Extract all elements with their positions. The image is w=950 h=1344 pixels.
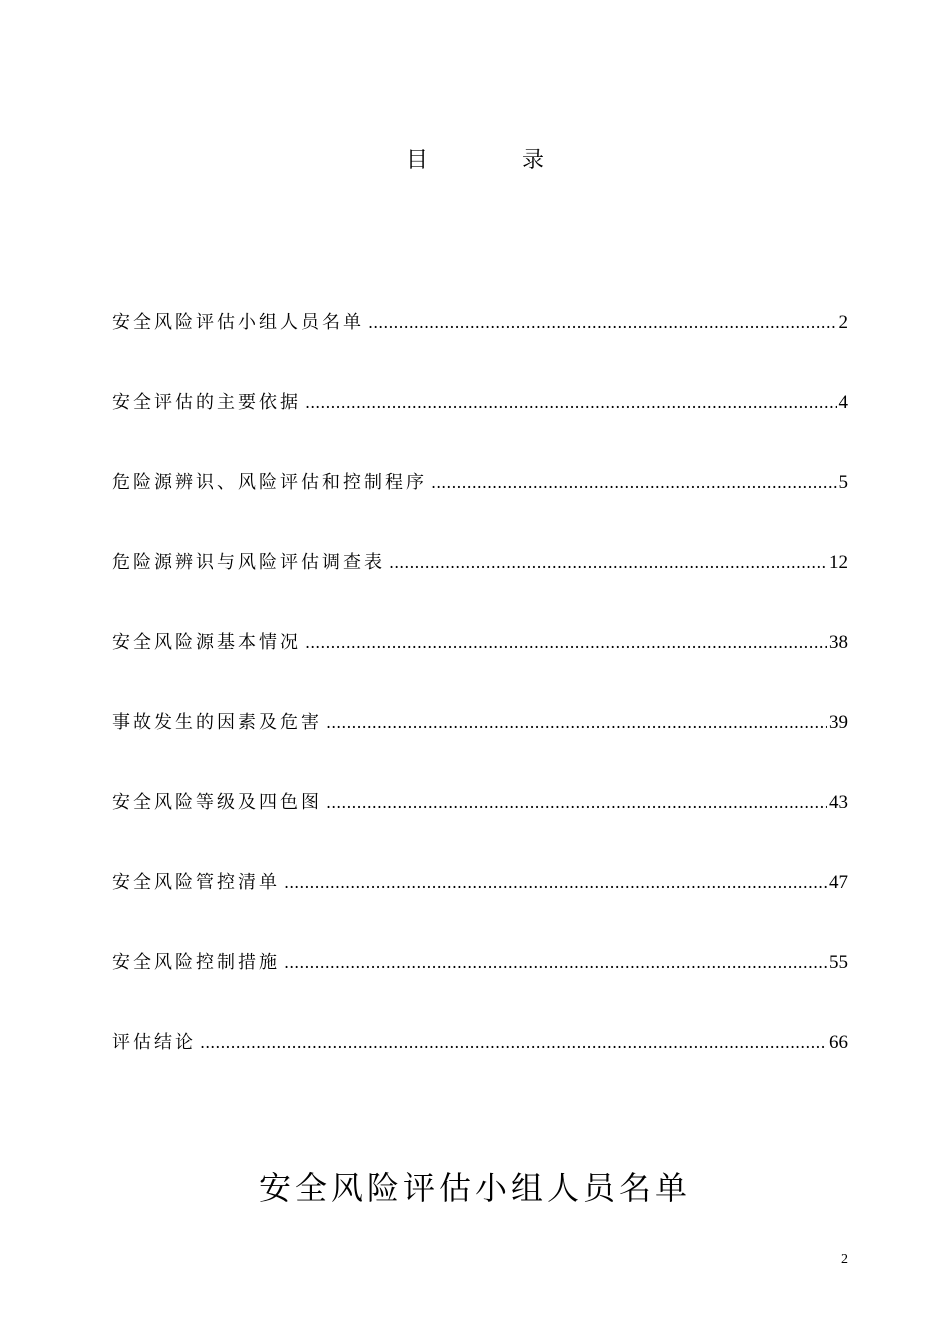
toc-entry[interactable] [112,705,848,785]
toc-entry-page: 5 [838,472,848,493]
toc-entry-page: 4 [838,392,848,413]
toc-entry-label: 危险源辨识、风险评估和控制程序 [112,472,427,493]
toc-leader-dots [200,1025,827,1061]
toc-leader-dots [326,785,827,821]
toc-leader-dots [389,545,827,581]
toc-entry[interactable] [112,385,848,465]
toc-entry-page: 55 [829,952,848,973]
toc-list [112,305,848,1105]
toc-entry-label: 安全风险等级及四色图 [112,792,322,813]
toc-entry[interactable] [112,1025,848,1105]
toc-entry-label: 安全风险管控清单 [112,872,280,893]
toc-entry[interactable] [112,865,848,945]
toc-entry-page: 43 [829,792,848,813]
page-number: 2 [841,1252,848,1267]
toc-leader-dots [284,945,827,981]
toc-entry-label: 安全风险控制措施 [112,952,280,973]
toc-entry-label: 评估结论 [112,1032,196,1053]
toc-leader-dots [305,385,837,421]
toc-entry-label: 危险源辨识与风险评估调查表 [112,552,385,573]
toc-entry-page: 2 [838,312,848,333]
toc-leader-dots [284,865,827,901]
toc-entry[interactable] [112,785,848,865]
toc-entry-page: 39 [829,712,848,733]
toc-entry[interactable] [112,545,848,625]
toc-entry[interactable] [112,305,848,385]
toc-entry-label: 安全风险评估小组人员名单 [112,312,364,333]
toc-leader-dots [326,705,827,741]
toc-entry-label: 安全评估的主要依据 [112,392,301,413]
toc-entry-page: 12 [829,552,848,573]
toc-entry-label: 安全风险源基本情况 [112,632,301,653]
toc-entry-page: 47 [829,872,848,893]
toc-leader-dots [431,465,837,501]
toc-leader-dots [305,625,827,661]
section-heading: 安全风险评估小组人员名单 [258,1169,691,1207]
toc-leader-dots [368,305,837,341]
toc-entry[interactable] [112,625,848,705]
toc-entry[interactable] [112,945,848,1025]
toc-title: 目 录 [405,148,580,173]
toc-entry[interactable] [112,465,848,545]
toc-entry-label: 事故发生的因素及危害 [112,712,322,733]
toc-entry-page: 66 [829,1032,848,1053]
toc-entry-page: 38 [829,632,848,653]
